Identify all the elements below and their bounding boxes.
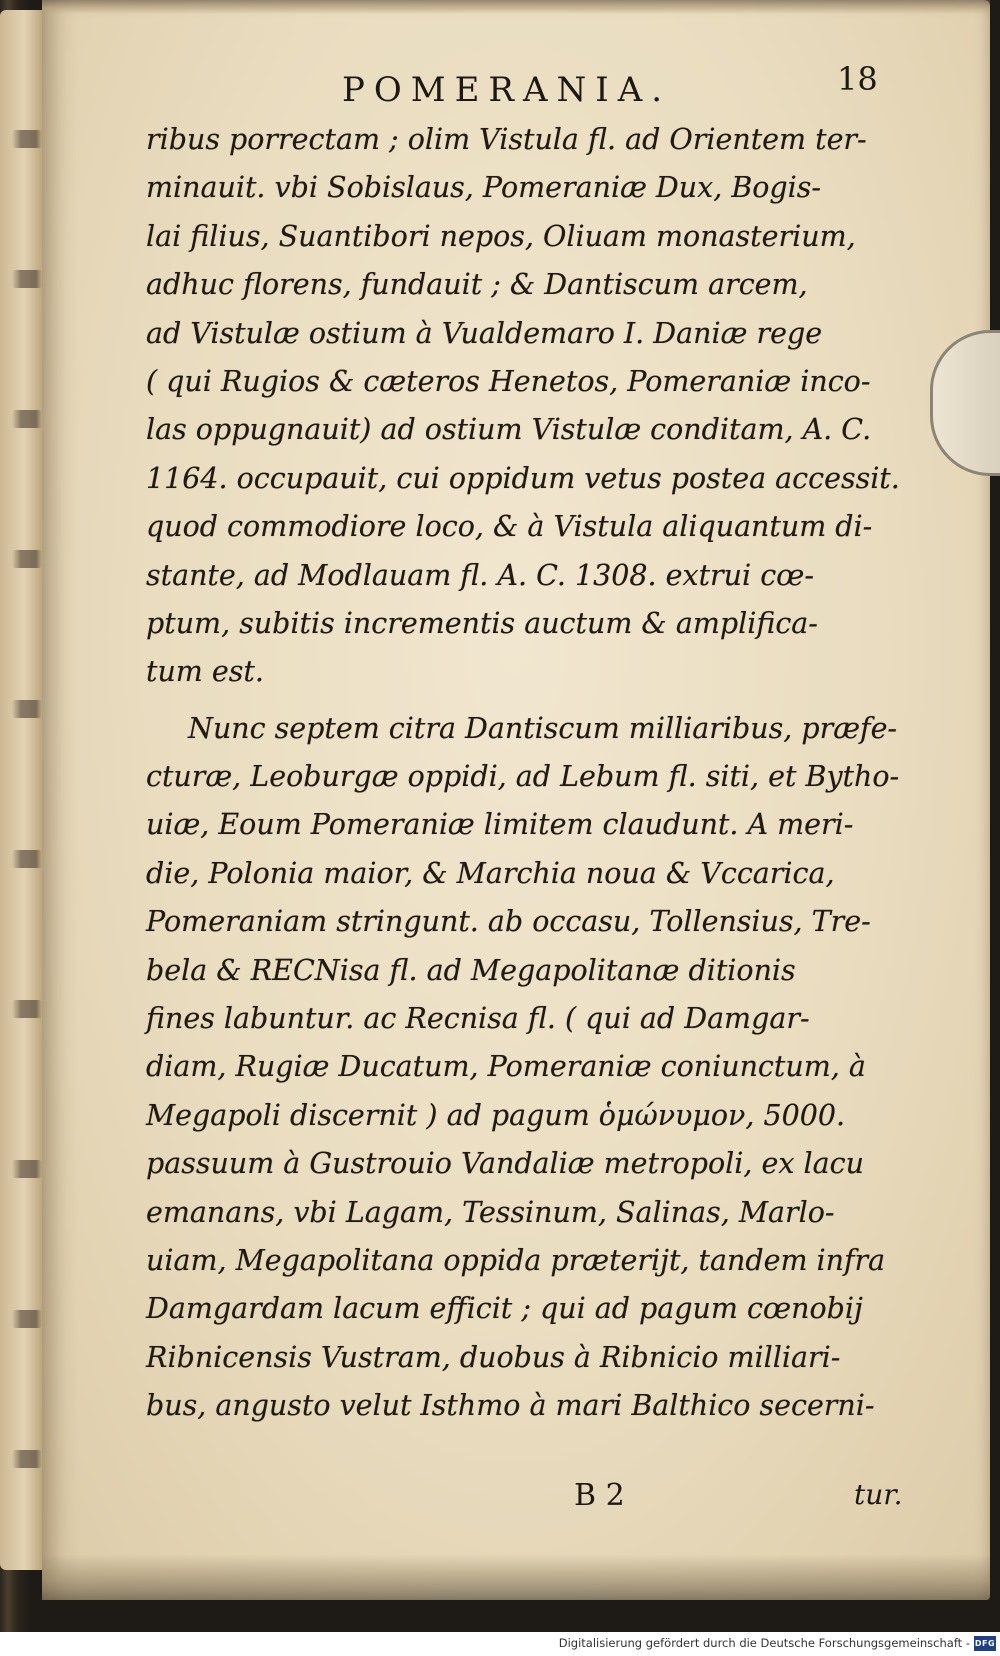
text-line: fines labuntur. ac Recnisa fl. ( qui ad Damgar-	[146, 1002, 810, 1036]
dfg-logo-icon: DFG	[974, 1636, 996, 1651]
left-page-text-fragment	[12, 410, 42, 428]
running-title: POMERANIA.	[342, 70, 672, 110]
left-page-text-fragment	[12, 1160, 42, 1178]
text-line: lai filius, Suantibori nepos, Oliuam monasterium,	[146, 219, 856, 253]
text-line: Megapoli discernit ) ad pagum ὁμώνυμον, 5000.	[146, 1098, 846, 1132]
left-page-edge	[0, 10, 44, 1570]
text-line: adhuc florens, fundauit ; & Dantiscum arcem,	[146, 268, 808, 302]
text-line: ptum, subitis incrementis auctum & amplifica-	[146, 606, 818, 640]
text-line: uiam, Megapolitana oppida præterijt, tandem infra	[146, 1243, 886, 1277]
text-line: quod commodiore loco, & à Vistula aliquantum di-	[146, 510, 873, 544]
signature-mark: B 2	[574, 1478, 625, 1513]
digitization-footer	[0, 1632, 1000, 1656]
text-line: tum est.	[146, 655, 264, 689]
text-line: bela & RECNisa fl. ad Megapolitanæ ditionis	[146, 953, 796, 987]
text-line: cturæ, Leoburgæ oppidi, ad Lebum fl. siti, et Bytho-	[146, 760, 900, 794]
text-line: diam, Rugiæ Ducatum, Pomeraniæ coniunctum, à	[146, 1050, 866, 1084]
text-line: Pomeraniam stringunt. ab occasu, Tollensius, Tre-	[146, 905, 871, 939]
text-line: minauit. vbi Sobislaus, Pomeraniæ Dux, Bogis-	[146, 171, 822, 205]
text-line: 1164. occupauit, cui oppidum vetus postea accessit.	[146, 461, 900, 495]
text-line: emanans, vbi Lagam, Tessinum, Salinas, Marlo-	[146, 1195, 835, 1229]
text-line: passuum à Gustrouio Vandaliæ metropoli, ex lacu	[146, 1147, 864, 1181]
text-line: ribus porrectam ; olim Vistula fl. ad Orientem ter-	[146, 123, 867, 156]
page-header	[342, 60, 902, 118]
catchword: tur.	[854, 1478, 903, 1511]
paragraph-start-line: Nunc septem citra Dantiscum milliaribus, præfe-	[188, 711, 898, 745]
text-line: las oppugnauit) ad ostium Vistulæ conditam, A. C.	[146, 413, 872, 447]
text-line: Damgardam lacum efficit ; qui ad pagum cœnobij	[146, 1292, 863, 1326]
text-line: ad Vistulæ ostium à Vualdemaro I. Daniæ rege	[146, 316, 823, 350]
left-page-text-fragment	[12, 270, 42, 288]
text-line: ( qui Rugios & cæteros Henetos, Pomeraniæ inco-	[146, 364, 871, 398]
text-line: stante, ad Modlauam fl. A. C. 1308. extrui cœ-	[146, 558, 814, 592]
funding-credit: Digitalisierung gefördert durch die Deutsche Forschungsgemeinschaft -	[558, 1636, 970, 1650]
left-page-text-fragment	[12, 550, 42, 568]
text-line: bus, angusto velut Isthmo à mari Balthico secerni-	[146, 1389, 875, 1423]
left-page-text-fragment	[12, 700, 42, 718]
book-page	[42, 0, 990, 1600]
text-line: Ribnicensis Vustram, duobus à Ribnicio milliari-	[146, 1340, 841, 1374]
text-line: die, Polonia maior, & Marchia noua & Vccarica,	[146, 856, 835, 890]
left-page-text-fragment	[12, 850, 42, 868]
left-page-text-fragment	[12, 1310, 42, 1328]
text-line: uiæ, Eoum Pomeraniæ limitem claudunt. A meri-	[146, 808, 854, 842]
left-page-text-fragment	[12, 1000, 42, 1018]
left-page-text-fragment	[12, 1450, 42, 1468]
body-text	[146, 116, 906, 1431]
page-number: 18	[837, 60, 878, 98]
left-page-text-fragment	[12, 130, 42, 148]
